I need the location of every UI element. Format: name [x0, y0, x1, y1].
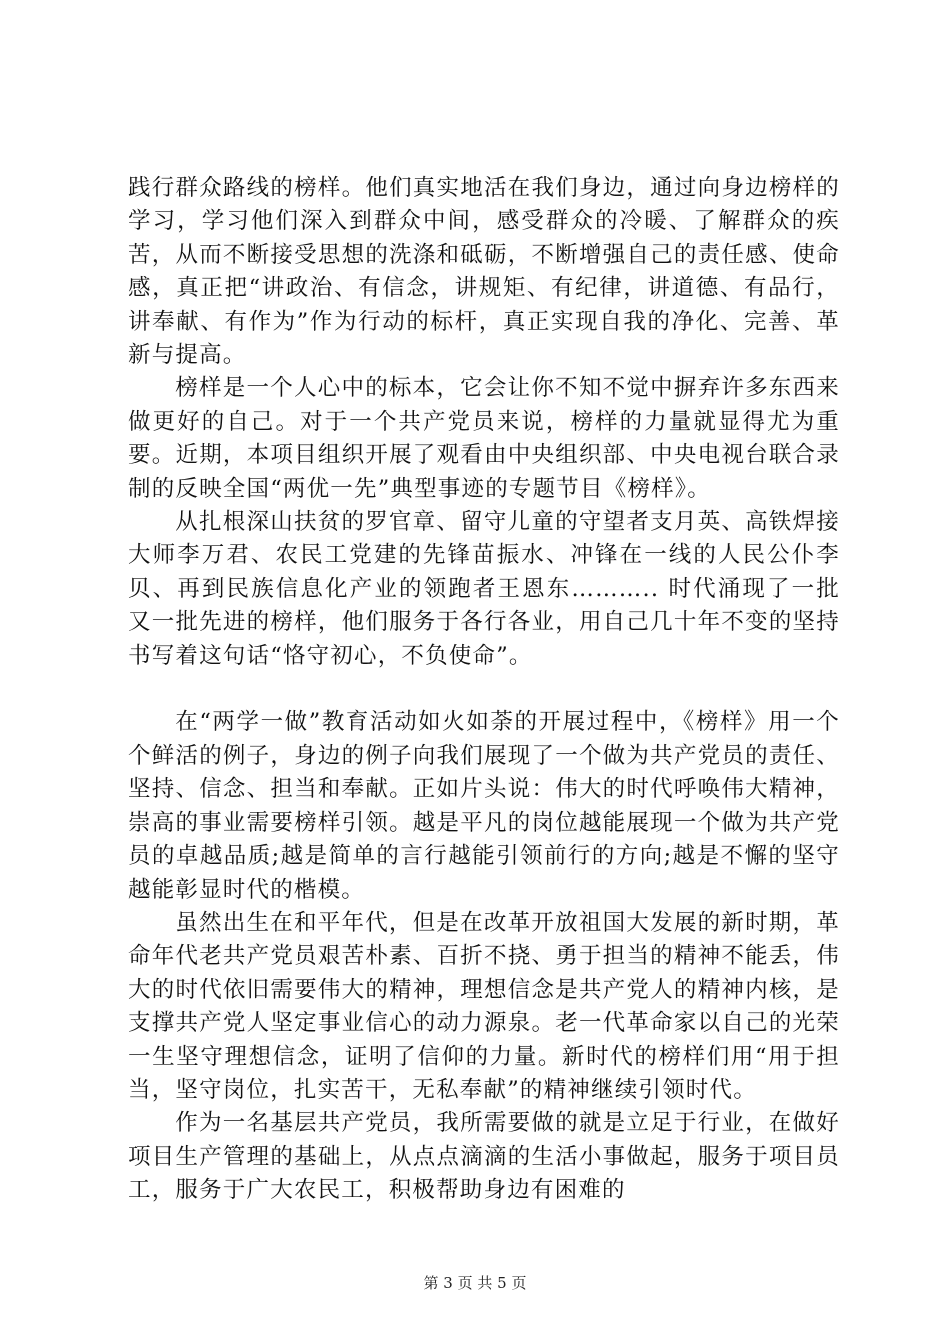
paragraph-1: 践行群众路线的榜样。他们真实地活在我们身边，通过向身边榜样的学习，学习他们深入到群众中间，感受群众的冷暖、了解群众的疾苦，从而不断接受思想的洗涤和砥砺，不断增强自己的责任感、使命感，真正把“讲政治、有信念，讲规矩、有纪律，讲道德、有品行，讲奉献、有作为”作为行动的标杆，真正实现自我的净化、完善、革新与提高。 [128, 175, 840, 369]
document-body [128, 172, 840, 1208]
paragraph-spacer [128, 673, 840, 706]
paragraph-6: 作为一名基层共产党员，我所需要做的就是立足于行业，在做好项目生产管理的基础上，从点点滴滴的生活小事做起，服务于项目员工，服务于广大农民工，积极帮助身边有困难的 [128, 1110, 840, 1204]
paragraph-4: 在“两学一做”教育活动如火如荼的开展过程中，《榜样》用一个个鲜活的例子，身边的例子向我们展现了一个做为共产党员的责任、坚持、信念、担当和奉献。正如片头说：伟大的时代呼唤伟大精神，崇高的事业需要榜样引领。越是平凡的岗位越能展现一个做为共产党员的卓越品质;越是简单的言行越能引领前行的方向;越是不懈的坚守越能彰显时代的楷模。 [128, 709, 840, 903]
paragraph-5: 虽然出生在和平年代，但是在改革开放祖国大发展的新时期，革命年代老共产党员艰苦朴素、百折不挠、勇于担当的精神不能丢，伟大的时代依旧需要伟大的精神，理想信念是共产党人的精神内核，是支撑共产党人坚定事业信心的动力源泉。老一代革命家以自己的光荣一生坚守理想信念，证明了信仰的力量。新时代的榜样们用“用于担当，坚守岗位，扎实苦干，无私奉献”的精神继续引领时代。 [128, 909, 840, 1103]
paragraph-3: 从扎根深山扶贫的罗官章、留守儿童的守望者支月英、高铁焊接大师李万君、农民工党建的先锋苗振水、冲锋在一线的人民公仆李贝、再到民族信息化产业的领跑者王恩东……….. 时代涌现了一批又一批先进的榜样，他们服务于各行各业，用自己几十年不变的坚持书写着这句话“恪守初心，不负使命”。 [128, 509, 840, 669]
page-footer: 第 3 页 共 5 页 [423, 1274, 527, 1292]
paragraph-2: 榜样是一个人心中的标本，它会让你不知不觉中摒弃许多东西来做更好的自己。对于一个共产党员来说，榜样的力量就显得尤为重要。近期，本项目组织开展了观看由中央组织部、中央电视台联合录制的反映全国“两优一先”典型事迹的专题节目《榜样》。 [128, 375, 840, 502]
